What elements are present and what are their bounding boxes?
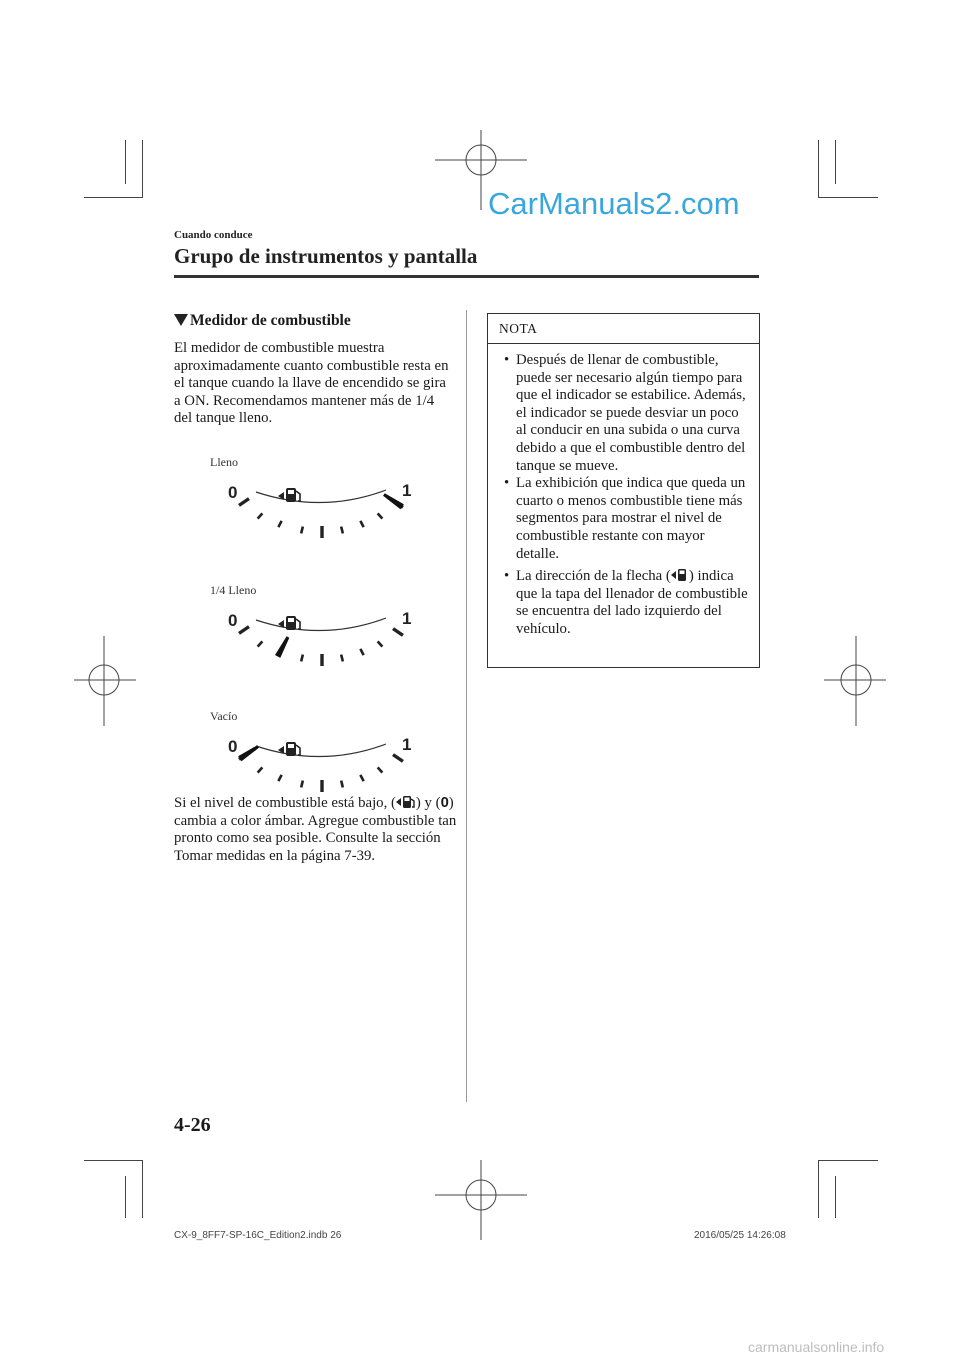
gauge-label-empty: Vacío bbox=[210, 709, 238, 723]
gauge-tick bbox=[301, 527, 303, 534]
crop-mark-icon bbox=[125, 140, 126, 184]
gauge-needle bbox=[383, 493, 404, 509]
gauge-tick bbox=[393, 755, 403, 762]
crop-mark-icon bbox=[84, 197, 142, 198]
fuel-gauge-heading: Medidor de combustible bbox=[174, 312, 351, 330]
gauge-tick bbox=[239, 627, 249, 634]
section-title: Cuando conduce bbox=[174, 229, 253, 241]
crop-mark-icon bbox=[142, 140, 143, 198]
crop-mark-icon bbox=[84, 1160, 142, 1161]
gauge-tick bbox=[278, 521, 281, 527]
left-arrow-icon bbox=[671, 568, 689, 582]
crop-mark-icon bbox=[835, 140, 836, 184]
gauge-needle bbox=[238, 745, 259, 761]
low-fuel-paragraph: Si el nivel de combustible está bajo, ( ) y (0) cambia a color ámbar. Agregue combustible tan pronto como sea posible. Consulte la sección Tomar medidas en la página 7-39. bbox=[174, 795, 457, 864]
fuel-pump-hose bbox=[296, 745, 300, 755]
crop-mark-icon bbox=[142, 1160, 143, 1218]
header-rule bbox=[174, 275, 759, 278]
gauge-full-mark: 1 bbox=[402, 735, 412, 754]
gauge-tick bbox=[258, 767, 263, 772]
fuel-pump-window bbox=[288, 744, 294, 748]
gauge-tick bbox=[301, 781, 303, 788]
gauge-needle bbox=[275, 636, 289, 658]
footer-file: CX-9_8FF7-SP-16C_Edition2.indb 26 bbox=[174, 1230, 342, 1241]
gauge-tick bbox=[341, 781, 343, 788]
gauge-tick bbox=[360, 649, 363, 655]
gauge-empty-mark: 0 bbox=[228, 611, 238, 630]
gauge-tick bbox=[258, 513, 263, 518]
gauge-tick bbox=[258, 641, 263, 646]
gauge-label-full: Lleno bbox=[210, 455, 238, 469]
gauge-tick bbox=[360, 775, 363, 781]
crop-mark-icon bbox=[125, 1176, 126, 1218]
crop-mark-icon bbox=[818, 1160, 878, 1161]
fuel-gauge-quarter bbox=[226, 602, 426, 670]
crop-mark-icon bbox=[818, 1160, 819, 1218]
gauge-arc bbox=[256, 744, 386, 757]
gauge-full-mark: 1 bbox=[402, 609, 412, 628]
note-list bbox=[488, 352, 759, 639]
gauge-empty-mark: 0 bbox=[228, 737, 238, 756]
gauge-empty-mark: 0 bbox=[228, 483, 238, 502]
triangle-bullet-icon bbox=[174, 314, 188, 326]
gauge-tick bbox=[341, 655, 343, 662]
list-item: • La exhibición que indica que queda un cuarto o menos combustible tiene más segmentos para mostrar el nivel de combustible restante con mayor detalle. bbox=[504, 475, 746, 562]
footer-timestamp: 2016/05/25 14:26:08 bbox=[694, 1230, 786, 1241]
gauge-tick bbox=[341, 527, 343, 534]
gauge-arc bbox=[256, 618, 386, 631]
registration-mark-icon bbox=[74, 636, 136, 726]
crop-mark-icon bbox=[835, 1176, 836, 1218]
note-box bbox=[487, 313, 760, 668]
registration-mark-icon bbox=[824, 636, 886, 726]
watermark-logo: CarManuals2.com bbox=[488, 186, 740, 221]
crop-mark-icon bbox=[818, 197, 878, 198]
site-watermark: carmanualsonline.info bbox=[748, 1339, 885, 1355]
intro-paragraph: El medidor de combustible muestra aproximadamente cuanto combustible resta en el tanque cuando la llave de encendido se gira a ON. Recomendamos mantener más de 1/4 del tanque lleno. bbox=[174, 340, 449, 427]
crop-mark-icon bbox=[818, 140, 819, 198]
fuel-pump-window bbox=[288, 618, 294, 622]
fuel-pump-window bbox=[288, 490, 294, 494]
fuel-pump-hose bbox=[296, 491, 300, 501]
chapter-title: Grupo de instrumentos y pantalla bbox=[174, 244, 478, 268]
gauge-tick bbox=[378, 513, 383, 518]
gauge-arc bbox=[256, 490, 386, 503]
column-divider bbox=[466, 310, 467, 1102]
fuel-gauge-empty bbox=[226, 728, 426, 796]
page-number: 4-26 bbox=[174, 1114, 211, 1136]
list-item: • La dirección de la flecha ( ) indica que la tapa del llenador de combustible se encuentra del lado izquierdo del vehículo. bbox=[504, 568, 748, 637]
gauge-tick bbox=[239, 499, 249, 506]
gauge-label-quarter: 1/4 Lleno bbox=[210, 583, 257, 597]
fuel-pump-icon bbox=[396, 795, 416, 809]
gauge-full-mark: 1 bbox=[402, 481, 412, 500]
zero-mark-inline: 0 bbox=[440, 795, 449, 811]
gauge-tick bbox=[278, 775, 281, 781]
gauge-tick bbox=[301, 655, 303, 662]
registration-mark-icon bbox=[435, 1160, 527, 1240]
gauge-tick bbox=[378, 767, 383, 772]
gauge-tick bbox=[393, 629, 403, 636]
fuel-pump-hose bbox=[296, 619, 300, 629]
gauge-tick bbox=[378, 641, 383, 646]
note-title: NOTA bbox=[488, 314, 759, 344]
gauge-tick bbox=[360, 521, 363, 527]
fuel-gauge-full bbox=[226, 474, 426, 542]
list-item: • Después de llenar de combustible, puede ser necesario algún tiempo para que el indicador se estabilice. Además, el indicador se puede desviar un poco al conducir en una subida o una curva debido a que el combustible dentro del tanque se mueve. bbox=[504, 352, 746, 474]
